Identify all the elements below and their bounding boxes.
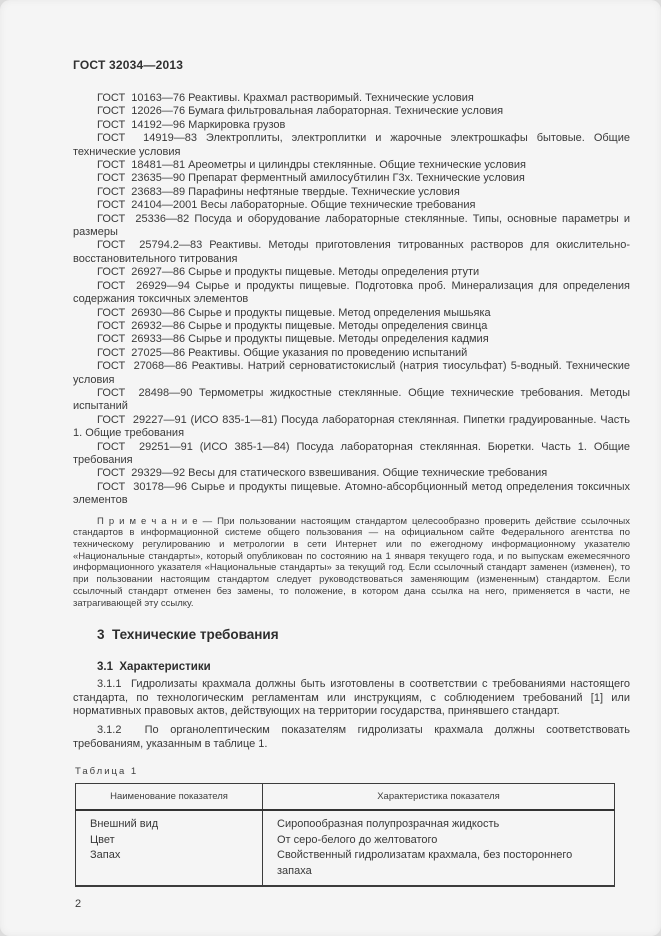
column-header-name: Наименование показателя	[76, 784, 263, 811]
reference-item: ГОСТ 14192—96 Маркировка грузов	[97, 118, 286, 131]
table-row	[76, 833, 615, 849]
reference-item: ГОСТ 14919—83 Электроплиты, электроплитки и жарочные электрошкафы бытовые. Общие технические условия	[73, 132, 630, 158]
table-cell-value: От серо-белого до желтоватого	[277, 833, 438, 846]
reference-item: ГОСТ 26932—86 Сырье и продукты пищевые. Методы определения свинца	[97, 319, 488, 332]
page-number: 2	[75, 898, 82, 911]
reference-item: ГОСТ 26930—86 Сырье и продукты пищевые. Метод определения мышьяка	[97, 306, 491, 319]
reference-item: ГОСТ 29329—92 Весы для статического взвешивания. Общие технические требования	[97, 467, 548, 480]
paragraph-3-1-2: 3.1.2 По органолептическим показателям гидролизаты крахмала должны соответствовать требованиям, указанным в таблице 1.	[73, 724, 630, 750]
table-cell-indicator: Цвет	[76, 833, 263, 849]
reference-item: ГОСТ 27068—86 Реактивы. Натрий серноватистокислый (натрия тиосульфат) 5-водный. Технические условия	[73, 360, 630, 386]
table-cell-value: Свойственный гидролизатам крахмала, без постороннего запаха	[277, 849, 573, 877]
note-text: — При пользовании настоящим стандартом целесообразно проверить действие ссылочных стандартов в информационной системе общего пользования — на официальном сайте Федерального агентства по техническому регулированию и метрологии в сети Интернет или по ежегодному информационному указателю «Национальные стандарты», который опубликован по состоянию на 1 января текущего года, и по выпускам ежемесячного информационного указателя «Национальные стандарты» за текущий год. Если ссылочный стандарт заменен (изменен), то при пользовании настоящим стандартом следует руководствоваться заменяющим (измененным) стандартом. Если ссылочный стандарт отменен без замены, то положение, в котором дана ссылка на него, применяется в части, не затрагивающей эту ссылку.	[73, 515, 630, 609]
reference-item: ГОСТ 30178—96 Сырье и продукты пищевые. Атомно-абсорбционный метод определения токсичных элементов	[73, 480, 630, 507]
reference-item: ГОСТ 29251—91 (ИСО 385-1—84) Посуда лабораторная стеклянная. Бюретки. Часть 1. Общие требования	[73, 440, 630, 466]
reference-item: ГОСТ 10163—76 Реактивы. Крахмал растворимый. Технические условия	[97, 92, 474, 104]
table-cell-value: Сиропообразная полупрозрачная жидкость	[277, 818, 500, 831]
reference-item: ГОСТ 25794.2—83 Реактивы. Методы приготовления титрованных растворов для окислительно-восстановительного титрования	[73, 239, 630, 265]
reference-item: ГОСТ 26933—86 Сырье и продукты пищевые. Методы определения кадмия	[97, 333, 489, 346]
page-content	[73, 92, 630, 910]
table-cell-indicator: Внешний вид	[76, 810, 263, 833]
table-row	[76, 848, 615, 886]
reference-item: ГОСТ 27025—86 Реактивы. Общие указания по проведению испытаний	[97, 346, 468, 359]
table-cell-indicator: Запах	[76, 848, 263, 886]
reference-item: ГОСТ 12026—76 Бумага фильтровальная лабораторная. Технические условия	[97, 105, 504, 118]
reference-item: ГОСТ 18481—81 Ареометры и цилиндры стеклянные. Общие технические условия	[97, 159, 526, 172]
reference-item: ГОСТ 25336—82 Посуда и оборудование лабораторные стеклянные. Типы, основные параметры и размеры	[73, 212, 630, 239]
column-header-characteristic: Характеристика показателя	[263, 784, 615, 811]
section-heading-3: 3 Технические требования	[97, 627, 279, 643]
reference-item: ГОСТ 29227—91 (ИСО 835-1—81) Посуда лабораторная стеклянная. Пипетки градуированные. Часть 1. Общие требования	[73, 413, 630, 440]
paragraph-3-1-1: 3.1.1 Гидролизаты крахмала должны быть изготовлены в соответствии с требованиями настоящего стандарта, по технологическим регламентам или инструкциям, с соблюдением требований [1] или нормативных правовых актов, действующих на территории государства, принявшего стандарт.	[73, 678, 630, 718]
reference-item: ГОСТ 23635—90 Препарат ферментный амилосубтилин Г3х. Технические условия	[97, 172, 525, 185]
table-1	[75, 783, 615, 887]
table-row	[76, 810, 615, 833]
running-header: ГОСТ 32034—2013	[73, 58, 184, 72]
reference-item: ГОСТ 28498—90 Термометры жидкостные стеклянные. Общие технические требования. Методы испытаний	[73, 386, 630, 413]
subsection-heading-3-1: 3.1 Характеристики	[97, 661, 211, 674]
reference-item: ГОСТ 24104—2001 Весы лабораторные. Общие технические требования	[97, 199, 476, 212]
references-list	[73, 92, 630, 508]
reference-item: ГОСТ 23683—89 Парафины нефтяные твердые. Технические условия	[97, 185, 460, 198]
table-caption: Таблица 1	[75, 766, 139, 778]
note-paragraph	[73, 516, 630, 610]
reference-item: ГОСТ 26929—94 Сырье и продукты пищевые. Подготовка проб. Минерализация для определения содержания токсичных элементов	[73, 279, 630, 306]
note-label: П р и м е ч а н и е	[97, 515, 198, 527]
table-header-row	[76, 784, 615, 811]
reference-item: ГОСТ 26927—86 Сырье и продукты пищевые. Методы определения ртути	[97, 266, 480, 279]
